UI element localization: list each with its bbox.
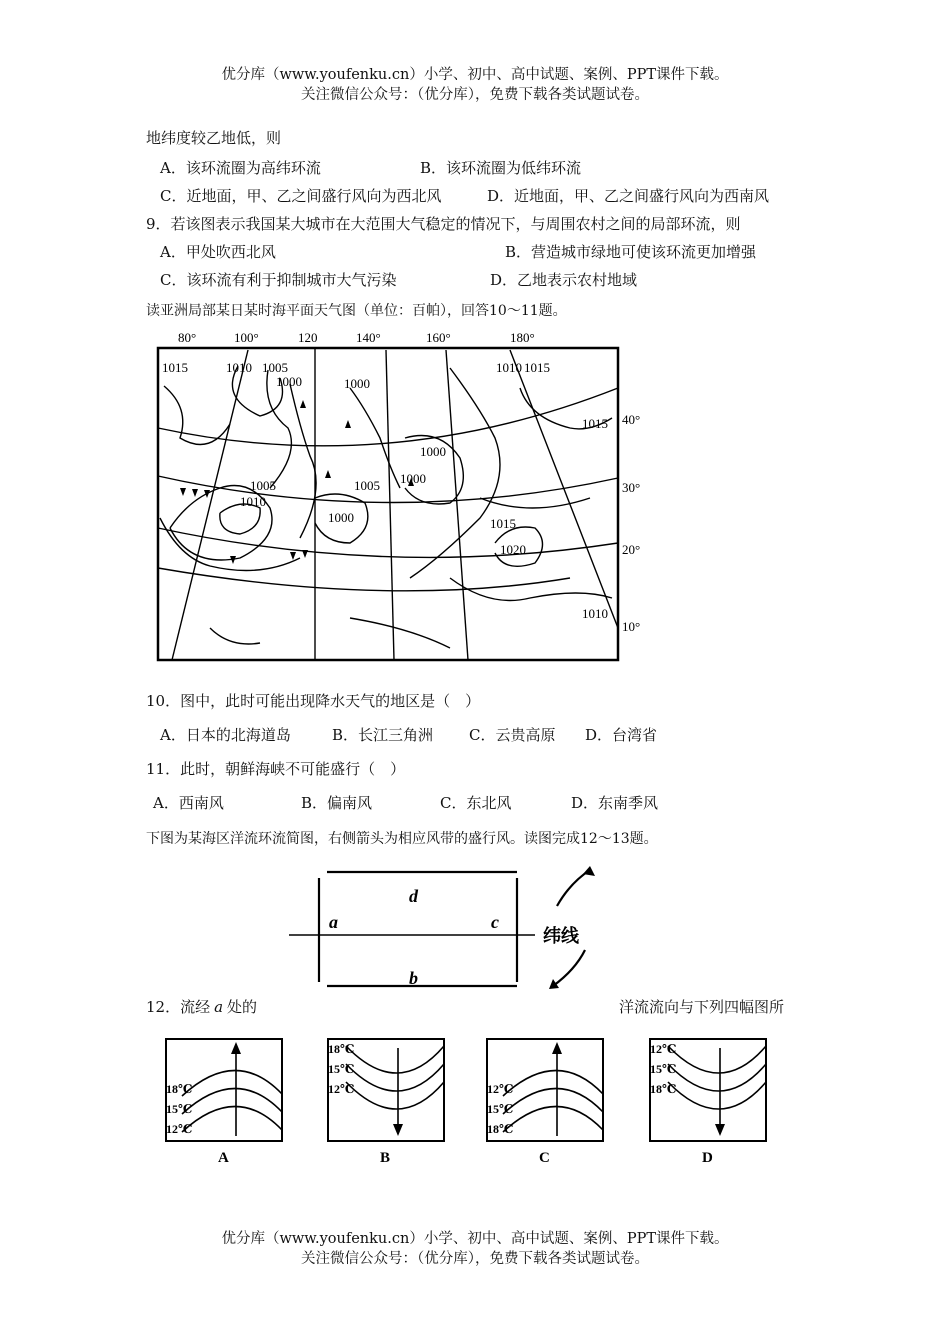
- isobar-label-8: 1000: [328, 510, 354, 525]
- isobar-label-6: 1005: [250, 478, 276, 493]
- svg-text:12℃: 12℃: [166, 1122, 193, 1136]
- header-line-2: 关注微信公众号：（优分库），免费下载各类试题试卷。: [301, 87, 649, 103]
- lon-label-140: 140°: [356, 330, 381, 345]
- q9-option-b: B．营造城市绿地可使该环流更加增强: [505, 243, 757, 261]
- svg-text:18℃: 18℃: [487, 1122, 514, 1136]
- q11-stem: 11．此时，朝鲜海峡不可能盛行（ ）: [146, 760, 406, 778]
- latitude-label: 纬线: [543, 926, 579, 946]
- isobar-label-14: 1015: [582, 416, 608, 431]
- q12-stem-left: 12．流经 a 处的: [146, 998, 258, 1016]
- isobar-label-3: 1005: [262, 360, 288, 375]
- weather-map-intro: 读亚洲局部某日某时海平面天气图（单位：百帕），回答10～11题。: [146, 303, 567, 319]
- isobar-label-7: 1010: [240, 494, 266, 509]
- q8-option-b: B．该环流圈为低纬环流: [420, 159, 582, 177]
- label-d: d: [409, 886, 418, 906]
- svg-text:15℃: 15℃: [487, 1102, 514, 1116]
- header-line-1: 优分库（www.youfenku.cn）小学、初中、高中试题、案例、PPT课件下载。: [221, 67, 729, 83]
- isobar-label-2: 1010: [226, 360, 252, 375]
- isotherm-option-a: [162, 1036, 290, 1166]
- wind-arrow-up: [557, 870, 590, 906]
- isobar-label-16: 1020: [500, 542, 526, 557]
- current-diagram-intro: 下图为某海区洋流环流简图，右侧箭头为相应风带的盛行风。读图完成12～13题。: [146, 831, 658, 847]
- isobar-label-13: 1015: [524, 360, 550, 375]
- isobar-label-17: 1010: [582, 606, 608, 621]
- q9-option-d: D．乙地表示农村地域: [490, 271, 638, 289]
- current-circulation-diagram: [285, 858, 615, 998]
- isobar-label-1: 1015: [162, 360, 188, 375]
- q9-option-a: A．甲处吹西北风: [160, 243, 276, 261]
- q12-stem-right: 洋流流向与下列四幅图所: [619, 998, 785, 1016]
- q10-stem: 10．图中，此时可能出现降水天气的地区是（ ）: [146, 692, 481, 710]
- lat-label-40: 40°: [622, 412, 641, 427]
- svg-text:18℃: 18℃: [650, 1082, 677, 1096]
- q12-var-a: a: [214, 998, 224, 1016]
- option-b-label: B: [380, 1150, 391, 1166]
- isotherm-option-c: [483, 1036, 611, 1166]
- option-d-label: D: [702, 1150, 713, 1166]
- q8-stem-continuation: 地纬度较乙地低，则: [146, 129, 282, 147]
- isobar-label-11: 1000: [420, 444, 446, 459]
- footer-line-2: 关注微信公众号：（优分库），免费下载各类试题试卷。: [301, 1251, 649, 1267]
- isobar-label-12: 1010: [496, 360, 522, 375]
- label-b: b: [409, 968, 418, 988]
- svg-text:12℃: 12℃: [487, 1082, 514, 1096]
- svg-text:12℃: 12℃: [328, 1082, 355, 1096]
- q8-option-c: C．近地面，甲、乙之间盛行风向为西北风: [160, 187, 442, 205]
- q9-stem: 9．若该图表示我国某大城市在大范围大气稳定的情况下，与周围农村之间的局部环流，则: [146, 215, 741, 233]
- isobar-label-15: 1015: [490, 516, 516, 531]
- isobar-label-5: 1000: [344, 376, 370, 391]
- q10-option-c: C．云贵高原: [469, 726, 556, 744]
- weather-map: [150, 328, 660, 666]
- q11-option-b: B．偏南风: [301, 794, 373, 812]
- q8-option-a: A．该环流圈为高纬环流: [160, 159, 321, 177]
- isobar-label-10: 1000: [400, 471, 426, 486]
- svg-text:15℃: 15℃: [328, 1062, 355, 1076]
- q11-option-a: A．西南风: [153, 794, 224, 812]
- isobar-label-4: 1000: [276, 374, 302, 389]
- q10-option-a: A．日本的北海道岛: [160, 726, 291, 744]
- lon-label-100: 100°: [234, 330, 259, 345]
- lon-label-80: 80°: [178, 330, 197, 345]
- lon-label-160: 160°: [426, 330, 451, 345]
- svg-text:12℃: 12℃: [650, 1042, 677, 1056]
- q9-option-c: C．该环流有利于抑制城市大气污染: [160, 271, 397, 289]
- q11-option-d: D．东南季风: [571, 794, 659, 812]
- isobar-label-9: 1005: [354, 478, 380, 493]
- q10-option-b: B．长江三角洲: [332, 726, 434, 744]
- lat-label-30: 30°: [622, 480, 641, 495]
- q11-option-c: C．东北风: [440, 794, 512, 812]
- lat-label-10: 10°: [622, 619, 641, 634]
- map-frame: [158, 348, 618, 660]
- lon-label-180: 180°: [510, 330, 535, 345]
- wind-arrow-down: [553, 950, 585, 986]
- svg-text:18℃: 18℃: [166, 1082, 193, 1096]
- svg-text:18℃: 18℃: [328, 1042, 355, 1056]
- svg-text:15℃: 15℃: [166, 1102, 193, 1116]
- option-a-label: A: [218, 1150, 229, 1166]
- q10-option-d: D．台湾省: [585, 726, 658, 744]
- svg-text:15℃: 15℃: [650, 1062, 677, 1076]
- lat-label-20: 20°: [622, 542, 641, 557]
- isotherm-option-d: [646, 1036, 774, 1166]
- lon-label-120: 120: [298, 330, 318, 345]
- option-c-label: C: [539, 1150, 550, 1166]
- label-c: c: [491, 912, 499, 932]
- q8-option-d: D．近地面，甲、乙之间盛行风向为西南风: [487, 187, 770, 205]
- footer-line-1: 优分库（www.youfenku.cn）小学、初中、高中试题、案例、PPT课件下载。: [221, 1231, 729, 1247]
- isotherm-option-b: [324, 1036, 452, 1166]
- label-a: a: [329, 912, 338, 932]
